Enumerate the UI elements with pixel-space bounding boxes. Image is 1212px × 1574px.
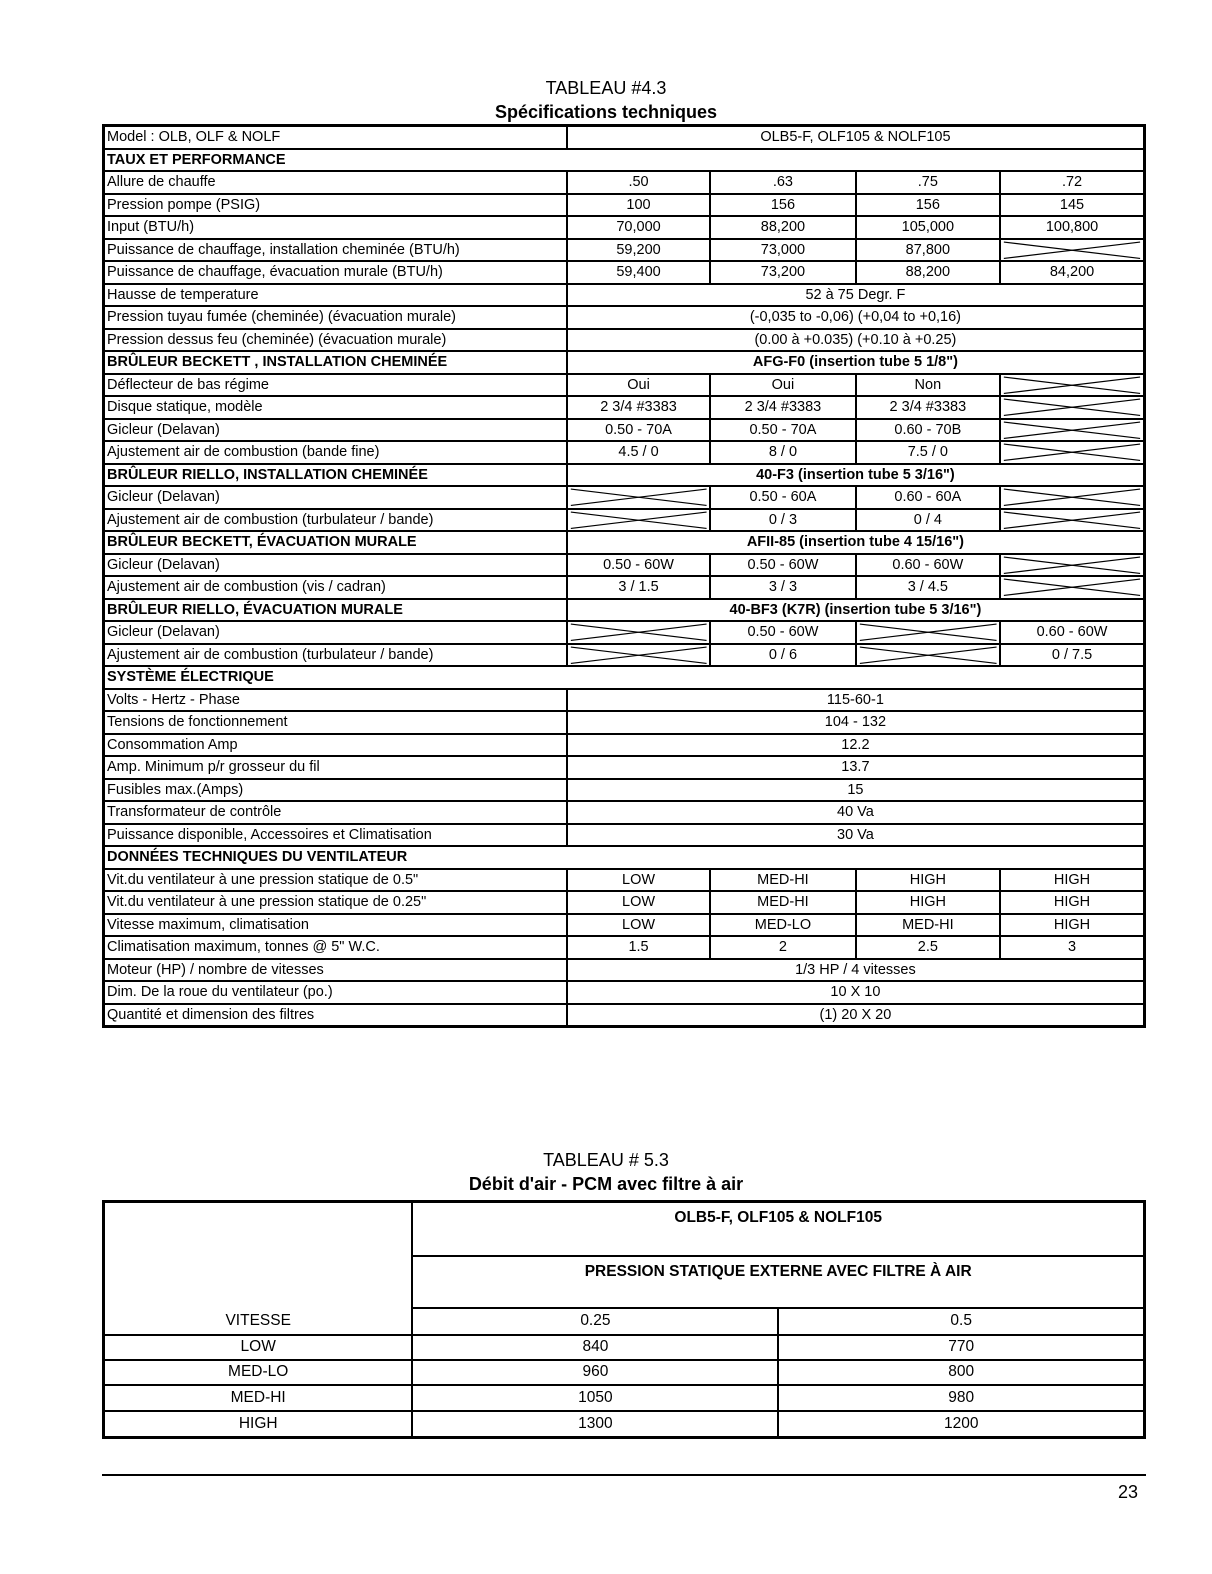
spec-value: 3 / 4.5 — [856, 576, 1000, 599]
spec-row — [104, 554, 1145, 577]
spec-value: 100,800 — [1000, 216, 1144, 239]
spec-value: 0.60 - 60A — [856, 486, 1000, 509]
spec-label: Vit.du ventilateur à une pression statique de 0.5" — [104, 869, 567, 892]
spec-value: 0.50 - 60W — [710, 621, 855, 644]
spec-label: BRÛLEUR RIELLO, INSTALLATION CHEMINÉE — [104, 464, 567, 487]
spec-value: MED-HI — [710, 891, 855, 914]
spec-row — [104, 779, 1145, 802]
spec-row — [104, 239, 1145, 262]
spec-value: .72 — [1000, 171, 1144, 194]
spec-label: Fusibles max.(Amps) — [104, 779, 567, 802]
spec-row — [104, 531, 1145, 554]
spec-row — [104, 171, 1145, 194]
spec-value: 88,200 — [710, 216, 855, 239]
spec-label: Pression tuyau fumée (cheminée) (évacuation murale) — [104, 306, 567, 329]
spec-value: 7.5 / 0 — [856, 441, 1000, 464]
spec-row — [104, 936, 1145, 959]
spec-value: 10 X 10 — [567, 981, 1145, 1004]
spec-value: 0 / 7.5 — [1000, 644, 1144, 667]
airflow-value: 960 — [412, 1360, 778, 1385]
not-applicable-cross-icon — [567, 644, 710, 667]
not-applicable-cross-icon — [856, 644, 1000, 667]
spec-value: 59,400 — [567, 261, 710, 284]
spec-row — [104, 734, 1145, 757]
spec-value: 2 3/4 #3383 — [710, 396, 855, 419]
spec-value: 0.50 - 70A — [567, 419, 710, 442]
spec-row — [104, 599, 1145, 622]
spec-value: 13.7 — [567, 756, 1145, 779]
speed-label: MED-LO — [104, 1360, 413, 1385]
spec-label: Volts - Hertz - Phase — [104, 689, 567, 712]
spec-row — [104, 801, 1145, 824]
spec-value: 3 — [1000, 936, 1144, 959]
spec-label: Ajustement air de combustion (turbulateur / bande) — [104, 509, 567, 532]
spec-label: Amp. Minimum p/r grosseur du fil — [104, 756, 567, 779]
pressure-col-0: 0.25 — [412, 1308, 778, 1335]
speed-label: LOW — [104, 1335, 413, 1360]
spec-row — [104, 644, 1145, 667]
spec-value: 84,200 — [1000, 261, 1144, 284]
table1-subtitle: Spécifications techniques — [494, 102, 718, 122]
spec-value: 3 / 3 — [710, 576, 855, 599]
spec-value: 145 — [1000, 194, 1144, 217]
spec-label: Consommation Amp — [104, 734, 567, 757]
spec-label: Gicleur (Delavan) — [104, 486, 567, 509]
airflow-value: 980 — [778, 1385, 1144, 1411]
spec-value: 73,200 — [710, 261, 855, 284]
spec-value: 2.5 — [856, 936, 1000, 959]
spec-label: Tensions de fonctionnement — [104, 711, 567, 734]
spec-row — [104, 306, 1145, 329]
spec-row — [104, 464, 1145, 487]
spec-value: 0.50 - 60W — [710, 554, 855, 577]
spec-label: Transformateur de contrôle — [104, 801, 567, 824]
spec-row — [104, 261, 1145, 284]
not-applicable-cross-icon — [1000, 396, 1144, 419]
airflow-value: 770 — [778, 1335, 1144, 1360]
spec-row — [104, 621, 1145, 644]
table2-title: TABLEAU # 5.3 — [543, 1150, 669, 1170]
spec-value: .75 — [856, 171, 1000, 194]
spec-value: AFG-F0 (insertion tube 5 1/8") — [567, 351, 1145, 374]
spec-value: OLB5-F, OLF105 & NOLF105 — [567, 126, 1145, 149]
spec-label: Quantité et dimension des filtres — [104, 1004, 567, 1027]
spec-label: Climatisation maximum, tonnes @ 5" W.C. — [104, 936, 567, 959]
spec-row — [104, 149, 1145, 172]
spec-row — [104, 959, 1145, 982]
spec-value: .63 — [710, 171, 855, 194]
spec-value: HIGH — [1000, 914, 1144, 937]
spec-value: 59,200 — [567, 239, 710, 262]
spec-value: 12.2 — [567, 734, 1145, 757]
not-applicable-cross-icon — [1000, 576, 1144, 599]
spec-value: 104 - 132 — [567, 711, 1145, 734]
spec-value: Oui — [567, 374, 710, 397]
spec-label: Allure de chauffe — [104, 171, 567, 194]
spec-value: HIGH — [1000, 891, 1144, 914]
spec-row — [104, 441, 1145, 464]
spec-value: Non — [856, 374, 1000, 397]
spec-label: Model : OLB, OLF & NOLF — [104, 126, 567, 149]
spec-label: Puissance de chauffage, évacuation murale (BTU/h) — [104, 261, 567, 284]
spec-value: LOW — [567, 914, 710, 937]
spec-label: Vit.du ventilateur à une pression statique de 0.25" — [104, 891, 567, 914]
spec-label: Puissance disponible, Accessoires et Climatisation — [104, 824, 567, 847]
spec-value: 40-F3 (insertion tube 5 3/16") — [567, 464, 1145, 487]
not-applicable-cross-icon — [1000, 554, 1144, 577]
spec-value: 15 — [567, 779, 1145, 802]
spec-label: Input (BTU/h) — [104, 216, 567, 239]
section-header: TAUX ET PERFORMANCE — [104, 149, 1145, 172]
spec-value: 1/3 HP / 4 vitesses — [567, 959, 1145, 982]
spec-label: BRÛLEUR BECKETT , INSTALLATION CHEMINÉE — [104, 351, 567, 374]
spec-label: Disque statique, modèle — [104, 396, 567, 419]
spec-value: (1) 20 X 20 — [567, 1004, 1145, 1027]
spec-row — [104, 576, 1145, 599]
spec-value: HIGH — [856, 869, 1000, 892]
spec-value: (0.00 à +0.035) (+0.10 à +0.25) — [567, 329, 1145, 352]
speed-header: VITESSE — [104, 1308, 413, 1335]
airflow-value: 1300 — [412, 1411, 778, 1438]
spec-value: 0 / 4 — [856, 509, 1000, 532]
spec-value: 2 3/4 #3383 — [567, 396, 710, 419]
spec-row — [104, 824, 1145, 847]
pressure-header: PRESSION STATIQUE EXTERNE AVEC FILTRE À AIR — [412, 1256, 1144, 1308]
not-applicable-cross-icon — [567, 509, 710, 532]
spec-label: Hausse de temperature — [104, 284, 567, 307]
airflow-value: 1050 — [412, 1385, 778, 1411]
spec-value: 156 — [710, 194, 855, 217]
not-applicable-cross-icon — [1000, 486, 1144, 509]
spec-label: Puissance de chauffage, installation cheminée (BTU/h) — [104, 239, 567, 262]
section-header: DONNÉES TECHNIQUES DU VENTILATEUR — [104, 846, 1145, 869]
spec-value: 3 / 1.5 — [567, 576, 710, 599]
not-applicable-cross-icon — [1000, 509, 1144, 532]
spec-label: Gicleur (Delavan) — [104, 621, 567, 644]
spec-row — [104, 486, 1145, 509]
spec-value: HIGH — [1000, 869, 1144, 892]
spec-row — [104, 869, 1145, 892]
spec-row — [104, 666, 1145, 689]
airflow-table — [102, 1200, 1146, 1439]
airflow-value: 800 — [778, 1360, 1144, 1385]
section-header: SYSTÈME ÉLECTRIQUE — [104, 666, 1145, 689]
spec-row — [104, 419, 1145, 442]
spec-value: 2 3/4 #3383 — [856, 396, 1000, 419]
spec-value: LOW — [567, 869, 710, 892]
not-applicable-cross-icon — [1000, 239, 1144, 262]
spec-label: Moteur (HP) / nombre de vitesses — [104, 959, 567, 982]
spec-value: 88,200 — [856, 261, 1000, 284]
spec-value: 4.5 / 0 — [567, 441, 710, 464]
spec-row — [104, 1004, 1145, 1027]
spec-row — [104, 981, 1145, 1004]
spec-value: 0 / 3 — [710, 509, 855, 532]
spec-row — [104, 126, 1145, 149]
table1-title: TABLEAU #4.3 — [545, 78, 667, 98]
spec-label: BRÛLEUR BECKETT, ÉVACUATION MURALE — [104, 531, 567, 554]
not-applicable-cross-icon — [1000, 374, 1144, 397]
spec-label: Gicleur (Delavan) — [104, 419, 567, 442]
spec-row — [104, 216, 1145, 239]
spec-row — [104, 711, 1145, 734]
spec-label: BRÛLEUR RIELLO, ÉVACUATION MURALE — [104, 599, 567, 622]
table2-subtitle: Débit d'air - PCM avec filtre à air — [468, 1174, 744, 1194]
spec-value: 115-60-1 — [567, 689, 1145, 712]
spec-value: MED-LO — [710, 914, 855, 937]
spec-row — [104, 509, 1145, 532]
airflow-value: 1200 — [778, 1411, 1144, 1438]
pressure-col-1: 0.5 — [778, 1308, 1144, 1335]
not-applicable-cross-icon — [856, 621, 1000, 644]
spec-label: Pression pompe (PSIG) — [104, 194, 567, 217]
spec-value: 73,000 — [710, 239, 855, 262]
spec-row — [104, 284, 1145, 307]
spec-value: MED-HI — [856, 914, 1000, 937]
spec-value: 0.50 - 70A — [710, 419, 855, 442]
spec-label: Gicleur (Delavan) — [104, 554, 567, 577]
spec-value: 0.60 - 60W — [856, 554, 1000, 577]
footer-rule — [102, 1474, 1146, 1476]
spec-value: AFII-85 (insertion tube 4 15/16") — [567, 531, 1145, 554]
spec-label: Ajustement air de combustion (turbulateur / bande) — [104, 644, 567, 667]
spec-value: 100 — [567, 194, 710, 217]
spec-value: 30 Va — [567, 824, 1145, 847]
not-applicable-cross-icon — [567, 621, 710, 644]
spec-row — [104, 329, 1145, 352]
blank-cell — [104, 1202, 413, 1256]
spec-row — [104, 194, 1145, 217]
spec-value: 8 / 0 — [710, 441, 855, 464]
spec-label: Ajustement air de combustion (vis / cadran) — [104, 576, 567, 599]
spec-label: Dim. De la roue du ventilateur (po.) — [104, 981, 567, 1004]
spec-value: .50 — [567, 171, 710, 194]
spec-row — [104, 914, 1145, 937]
spec-value: HIGH — [856, 891, 1000, 914]
spec-label: Déflecteur de bas régime — [104, 374, 567, 397]
spec-label: Vitesse maximum, climatisation — [104, 914, 567, 937]
spec-value: 156 — [856, 194, 1000, 217]
spec-row — [104, 846, 1145, 869]
not-applicable-cross-icon — [567, 486, 710, 509]
spec-value: 70,000 — [567, 216, 710, 239]
spec-value: 0.50 - 60A — [710, 486, 855, 509]
spec-value: (-0,035 to -0,06) (+0,04 to +0,16) — [567, 306, 1145, 329]
not-applicable-cross-icon — [1000, 419, 1144, 442]
spec-label: Ajustement air de combustion (bande fine) — [104, 441, 567, 464]
spec-row — [104, 351, 1145, 374]
model-header: OLB5-F, OLF105 & NOLF105 — [412, 1202, 1144, 1256]
spec-row — [104, 756, 1145, 779]
specifications-table — [102, 124, 1146, 1028]
spec-value: 0.60 - 60W — [1000, 621, 1144, 644]
spec-row — [104, 396, 1145, 419]
spec-value: MED-HI — [710, 869, 855, 892]
spec-value: 52 à 75 Degr. F — [567, 284, 1145, 307]
spec-value: LOW — [567, 891, 710, 914]
not-applicable-cross-icon — [1000, 441, 1144, 464]
page-number: 23 — [1117, 1482, 1138, 1502]
spec-value: 40-BF3 (K7R) (insertion tube 5 3/16") — [567, 599, 1145, 622]
speed-label: MED-HI — [104, 1385, 413, 1411]
spec-row — [104, 374, 1145, 397]
spec-value: 40 Va — [567, 801, 1145, 824]
spec-label: Pression dessus feu (cheminée) (évacuation murale) — [104, 329, 567, 352]
spec-value: 1.5 — [567, 936, 710, 959]
spec-value: 2 — [710, 936, 855, 959]
spec-value: 0 / 6 — [710, 644, 855, 667]
blank-cell — [104, 1256, 413, 1308]
spec-value: 0.60 - 70B — [856, 419, 1000, 442]
airflow-value: 840 — [412, 1335, 778, 1360]
speed-label: HIGH — [104, 1411, 413, 1438]
spec-row — [104, 689, 1145, 712]
spec-row — [104, 891, 1145, 914]
spec-value: 105,000 — [856, 216, 1000, 239]
spec-value: 0.50 - 60W — [567, 554, 710, 577]
spec-value: Oui — [710, 374, 855, 397]
spec-value: 87,800 — [856, 239, 1000, 262]
